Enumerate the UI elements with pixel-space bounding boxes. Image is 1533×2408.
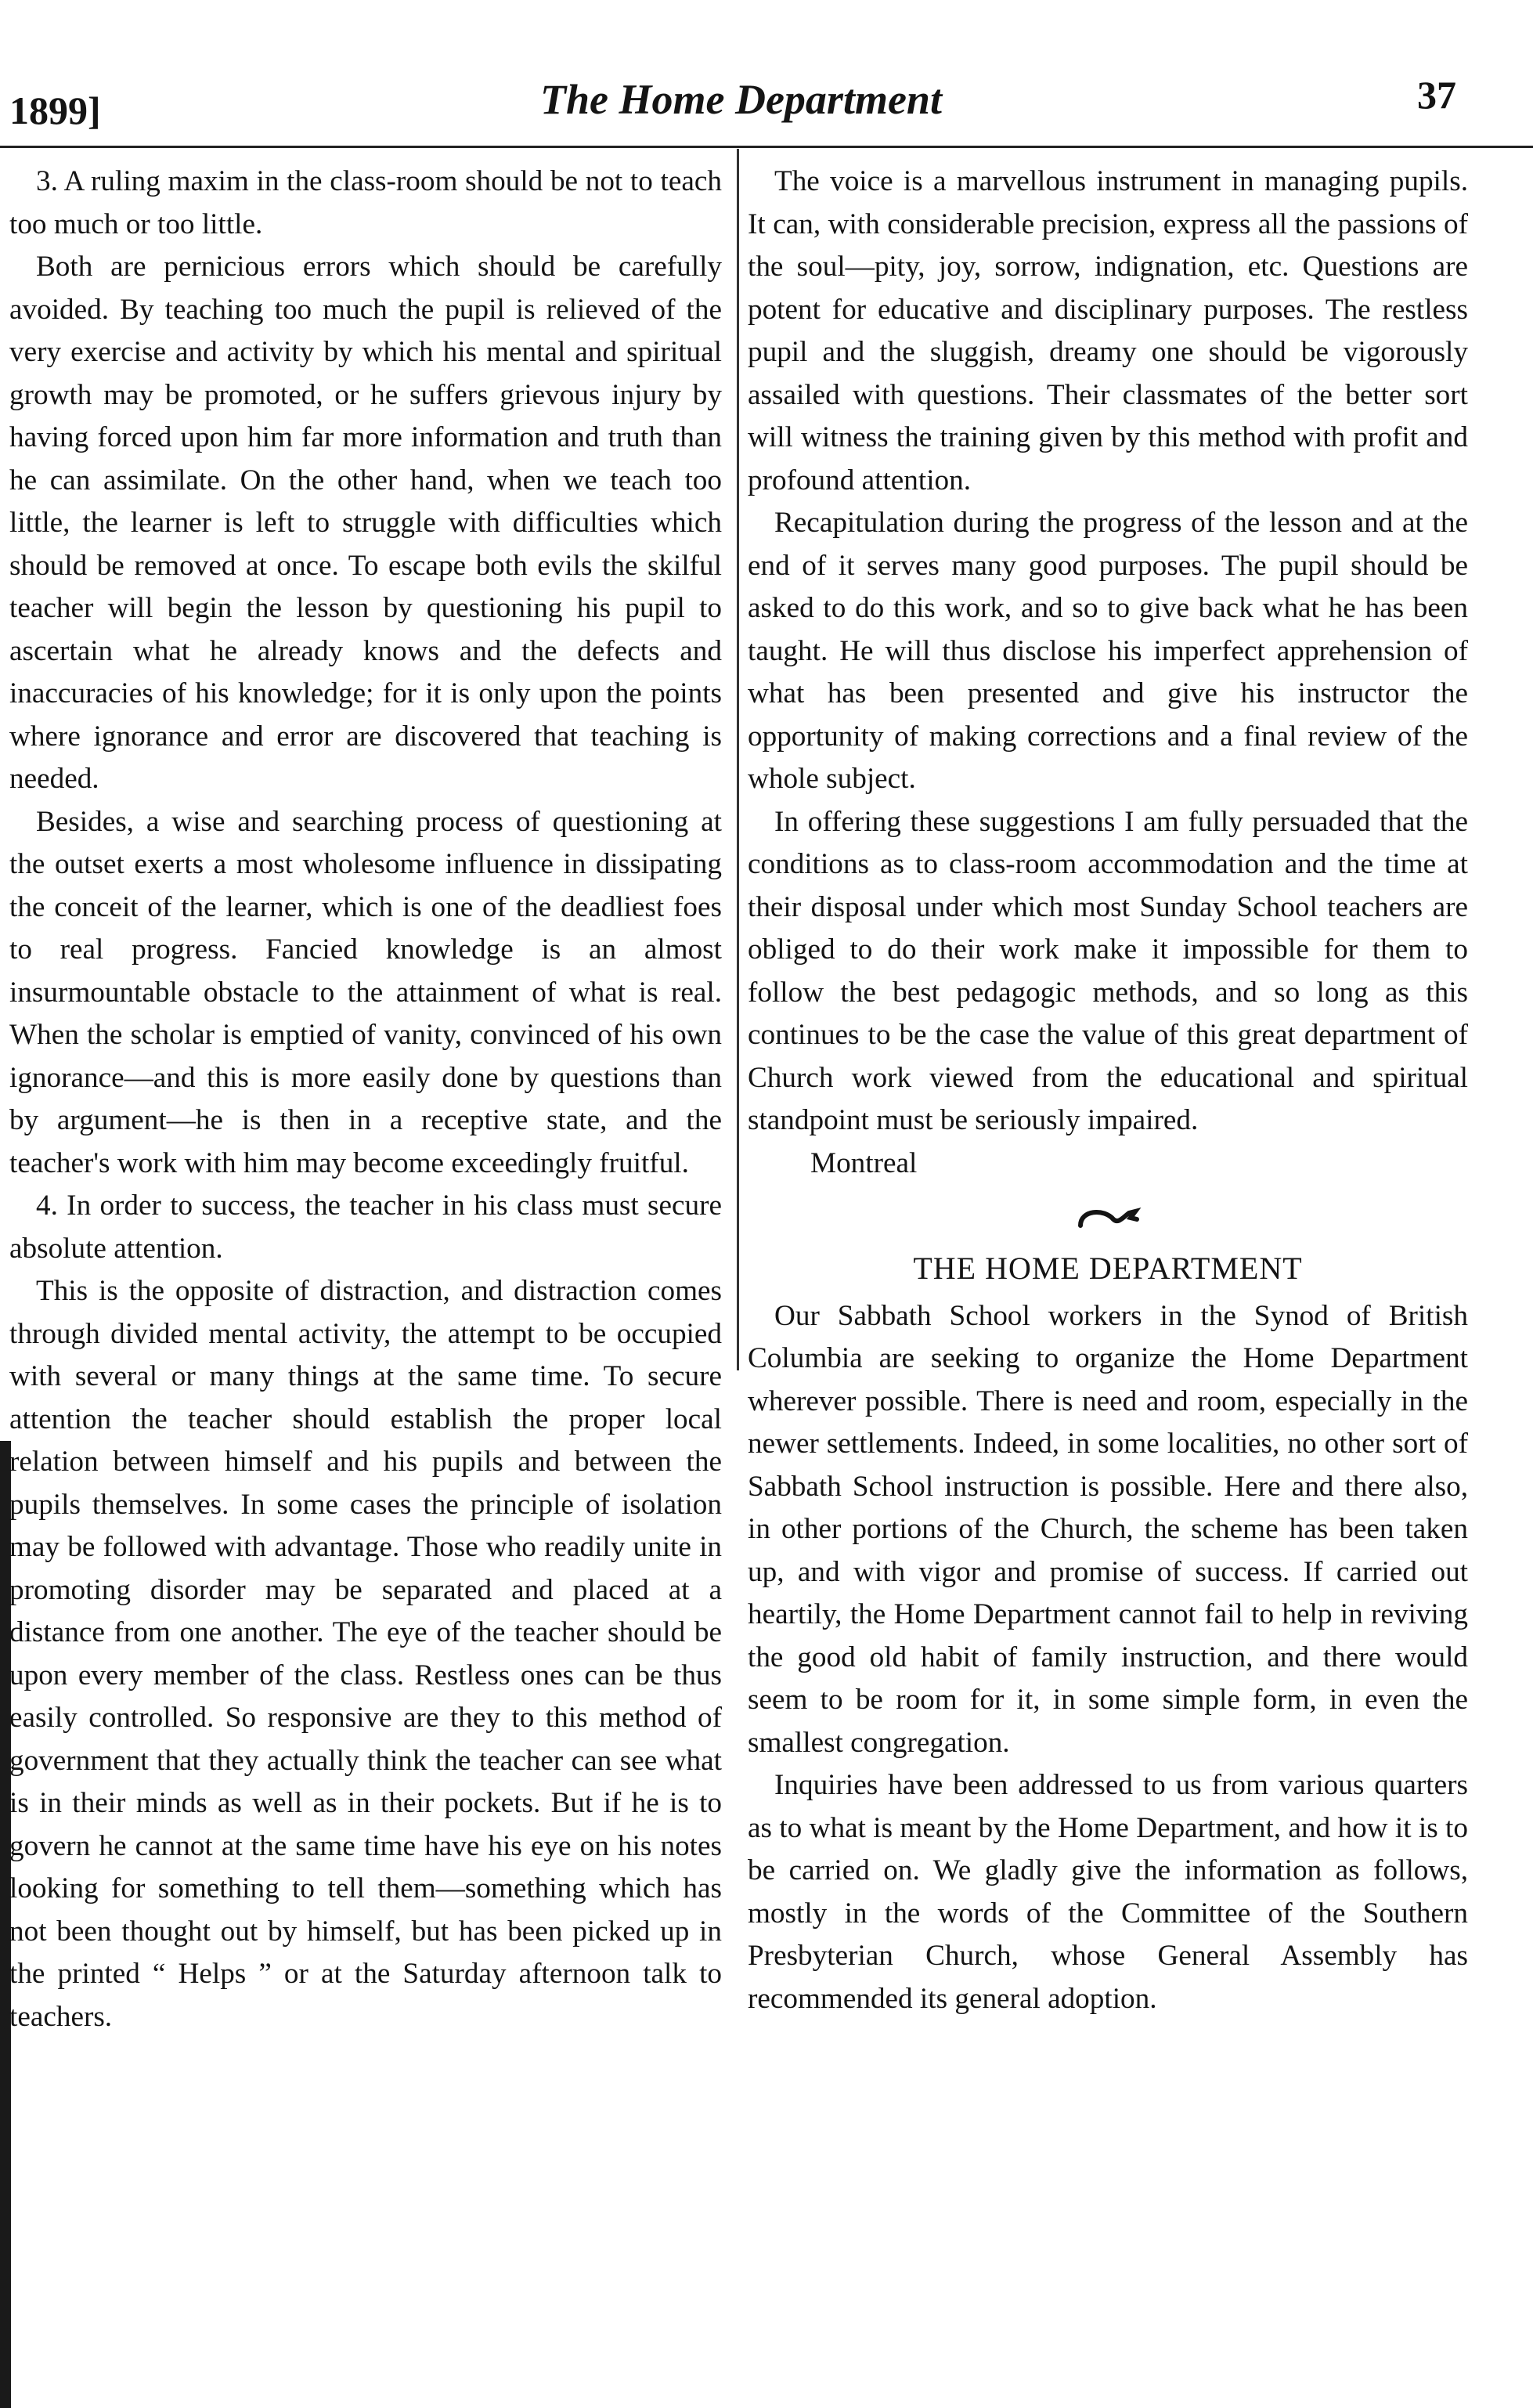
paragraph: 4. In order to success, the teacher in his class must secure absolute attention. — [9, 1190, 722, 1265]
paragraph: Besides, a wise and searching process of questioning at the outset exerts a most wholesome influence in dissipating the conceit of the learner, which is one of the deadliest foes to real progress. Fancied knowledge is an almost insurmountable obstacle to the attainment of what is real. When the scholar is emptied of vanity, convinced of his own ignorance—and this is more easily done by questions than by argument—he is then in a receptive state, and the teacher's work with him may become exceedingly fruitful. — [9, 805, 722, 1179]
paragraph: Our Sabbath School workers in the Synod of British Columbia are seeking to organize the Home Department wherever possible. There is need and room, especially in the newer settlements. Indeed, in some localities, no other sort of Sabbath School instruction is possible. Here and there also, in other portions of the Church, the scheme has been taken up, and with vigor and promise of success. If carried out heartily, the Home Department cannot fail to help in reviving the good old habit of family instruction, and there would seem to be room for it, in some simple form, in even the smallest congregation. — [748, 1299, 1468, 1759]
header-rule — [0, 146, 1533, 148]
left-column — [9, 161, 722, 2038]
column-rule — [737, 149, 739, 1370]
header-year: 1899] — [9, 88, 101, 132]
running-header — [0, 64, 1533, 135]
paragraph: Inquiries have been addressed to us from various quarters as to what is meant by the Home Department, and how it is to be carried on. We gladly give the information as follows, mostly in the words of the Committee of the Southern Presbyterian Church, whose General Assembly has recommended its general adoption. — [748, 1769, 1468, 2015]
paragraph: Both are pernicious errors which should be carefully avoided. By teaching too much the pupil is relieved of the very exercise and activity by which his mental and spiritual growth may be promoted, or he suffers grievous injury by having forced upon him far more information and truth than he can assimilate. On the other hand, when we teach too little, the learner is left to struggle with difficulties which should be removed at once. To escape both evils the skilful teacher will begin the lesson by questioning his pupil to ascertain what he already knows and the defects and inaccuracies of his knowledge; for it is only upon the points where ignorance and error are discovered that teaching is needed. — [9, 251, 722, 795]
ornament-icon — [1073, 1202, 1143, 1233]
paragraph: 3. A ruling maxim in the class-room should be not to teach too much or too little. — [9, 165, 722, 240]
page-number: 37 — [1417, 73, 1456, 117]
paragraph: The voice is a marvellous instrument in managing pupils. It can, with considerable precision, express all the passions of the soul—pity, joy, sorrow, indignation, etc. Questions are potent for educative and disciplinary purposes. The restless pupil and the sluggish, dreamy one should be vigorously assailed with questions. Their classmates of the better sort will witness the training given by this method with profit and profound attention. — [748, 165, 1468, 496]
paragraph: Recapitulation during the progress of the lesson and at the end of it serves many good purposes. The pupil should be asked to do this work, and so to give back what he has been taught. He will thus disclose his imperfect apprehension of what has been presented and give his instructor the opportunity of making corrections and a final review of the whole subject. — [748, 507, 1468, 795]
right-column — [748, 161, 1468, 2020]
running-title: The Home Department — [540, 76, 942, 123]
paragraph: This is the opposite of distraction, and distraction comes through divided mental activity, the attempt to be occupied with several or many things at the same time. To secure attention the teacher should establish the proper local relation between himself and his pupils and between the pupils themselves. In some cases the principle of isolation may be followed with advantage. Those who readily unite in promoting disorder may be separated and placed at a distance from one another. The eye of the teacher should be upon every member of the class. Restless ones can be thus easily controlled. So responsive are they to this method of government that they actually think the teacher can see what is in their minds as well as in their pockets. But if he is to govern he cannot at the same time have his eye on his notes looking for something to tell them—something which has not been thought out by himself, but has been picked up in the printed “ Helps ” or at the Saturday afternoon talk to teachers. — [9, 1275, 722, 2033]
place-signoff: Montreal — [810, 1146, 918, 1179]
section-heading: THE HOME DEPARTMENT — [913, 1251, 1303, 1286]
paragraph: In offering these suggestions I am fully persuaded that the conditions as to class-room accommodation and the time at their disposal under which most Sunday School teachers are obliged to do their work make it impossible for them to follow the best pedagogic methods, and so long as this continues to be the case the value of this great department of Church work viewed from the educational and spiritual standpoint must be seriously impaired. — [748, 805, 1468, 1136]
